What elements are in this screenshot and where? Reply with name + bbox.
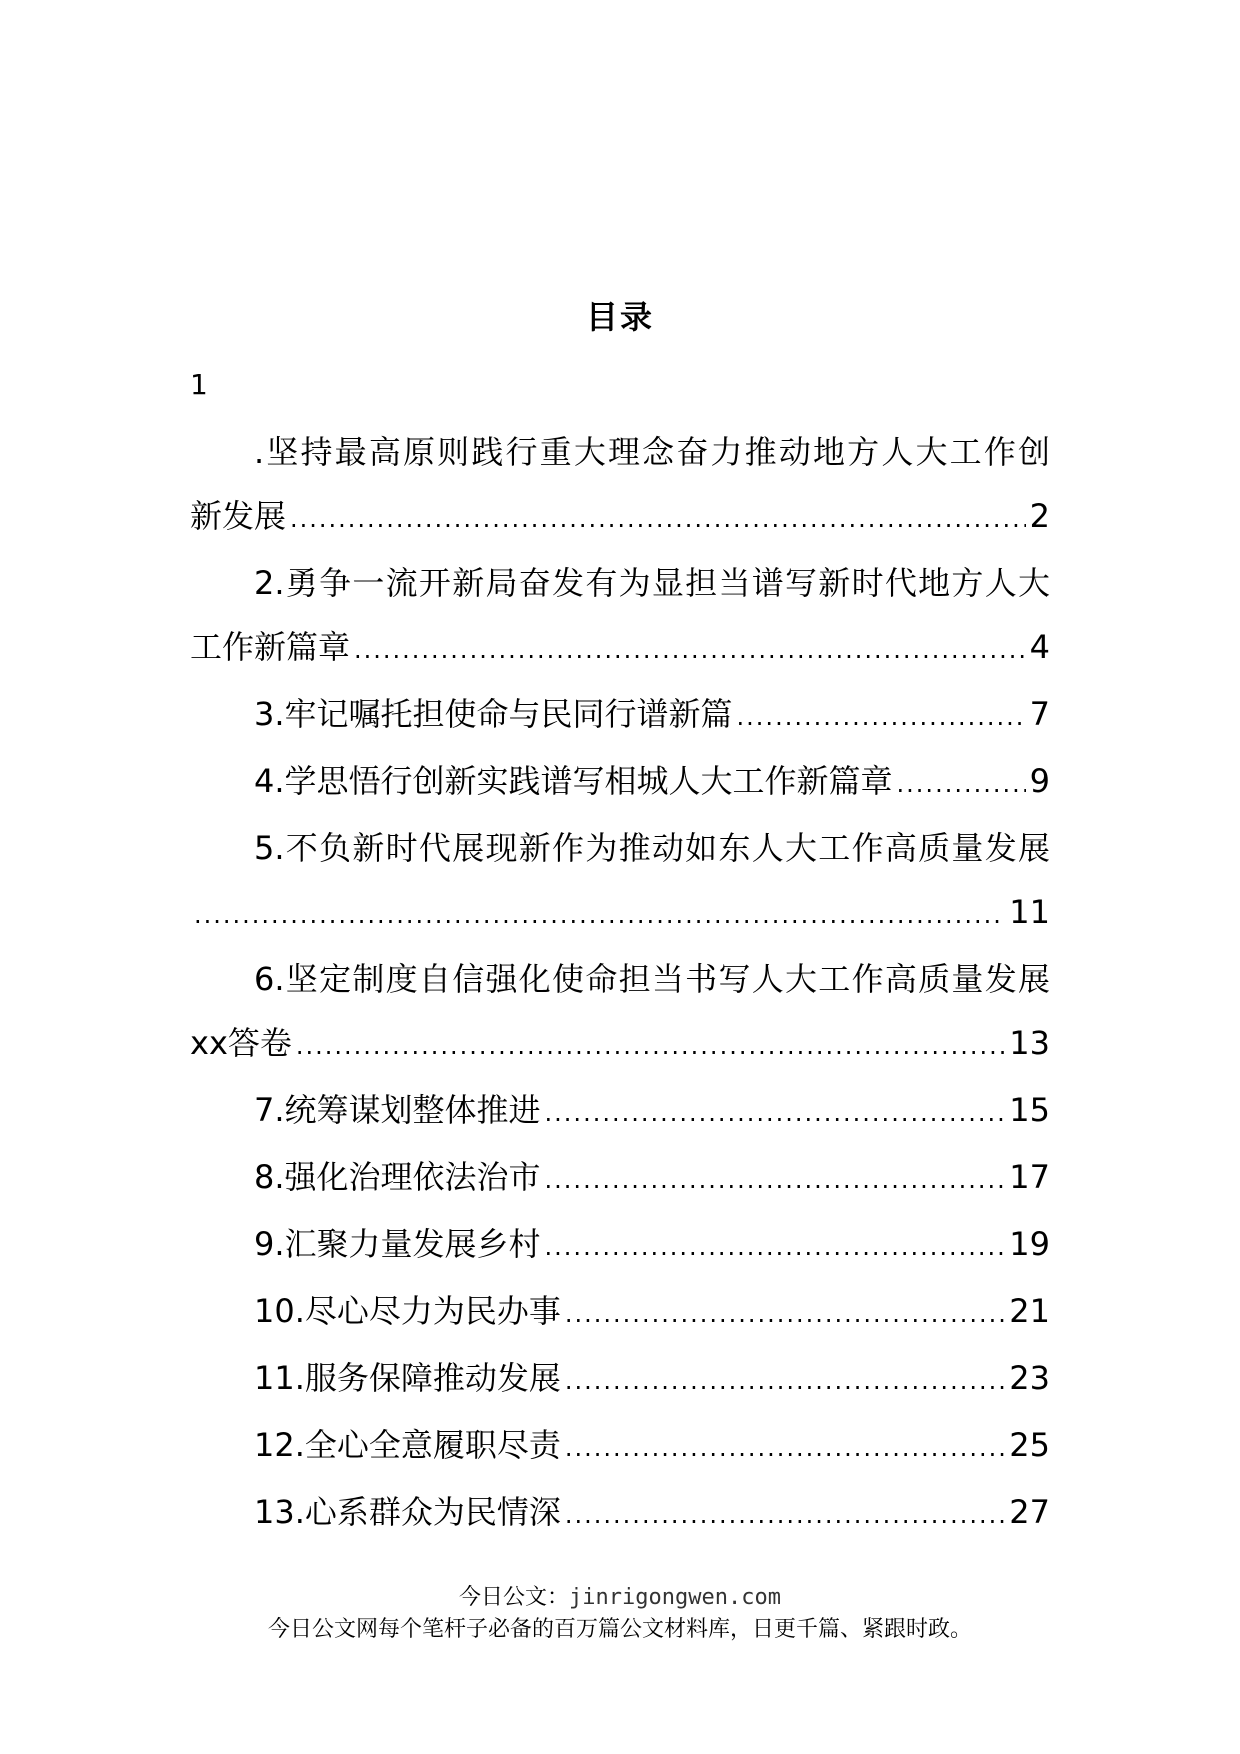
toc-entry-title: 12.全心全意履职尽责: [254, 1426, 561, 1464]
toc-entry[interactable]: [190, 749, 1050, 816]
footer-site-link[interactable]: jinrigongwen.com: [569, 1585, 781, 1610]
toc-entry[interactable]: [190, 551, 1050, 682]
toc-entry-line: [190, 749, 1050, 816]
toc-entry-line: [190, 1413, 1050, 1480]
toc-entry-line: [190, 615, 1050, 682]
toc-page-number: 13: [1009, 1024, 1050, 1062]
dot-leader: [565, 1282, 1005, 1346]
toc-entry-title: 13.心系群众为民情深: [254, 1493, 561, 1531]
toc-page-number: 25: [1009, 1426, 1050, 1464]
toc-page-number: 17: [1009, 1158, 1050, 1196]
dot-leader: [545, 1081, 1006, 1145]
toc-entry-title: 11.服务保障推动发展: [254, 1359, 561, 1397]
toc-entry-title-cont: 工作新篇章: [190, 628, 351, 666]
toc-entry-title: 6.坚定制度自信强化使命担当书写人大工作高质量发展: [254, 960, 1050, 998]
toc-entry-line: [190, 1212, 1050, 1279]
toc-page-number: 21: [1009, 1292, 1050, 1330]
toc-entry-title: 9.汇聚力量发展乡村: [254, 1225, 541, 1263]
toc-page-number: 11: [1009, 893, 1050, 931]
dot-leader: [565, 1416, 1005, 1480]
dot-leader: [296, 1014, 1005, 1078]
footer-site-line: [0, 1582, 1240, 1614]
toc-entry-line: [190, 682, 1050, 749]
toc-entry[interactable]: [190, 1145, 1050, 1212]
toc-page-number: 7: [1029, 695, 1050, 733]
toc-title: 目录: [585, 298, 654, 336]
toc-page-number: 9: [1029, 762, 1050, 800]
dot-leader: [545, 1215, 1006, 1279]
toc-entry-title: 2.勇争一流开新局奋发有为显担当谱写新时代地方人大: [254, 564, 1050, 602]
toc-entry-title: 7.统筹谋划整体推进: [254, 1091, 541, 1129]
dot-leader: [737, 685, 1026, 749]
toc-entry-title-cont: 新发展: [190, 497, 287, 535]
toc-entry-line: [190, 1011, 1050, 1078]
dot-leader: [545, 1148, 1006, 1212]
toc-entry-line: [190, 1145, 1050, 1212]
toc-entry-title: 4.学思悟行创新实践谱写相城人大工作新篇章: [254, 762, 893, 800]
toc-page-number: 19: [1009, 1225, 1050, 1263]
dot-leader: [565, 1483, 1005, 1547]
page-footer: [0, 1582, 1240, 1646]
dot-leader: [290, 487, 1026, 551]
toc-entry-title: 8.强化治理依法治市: [254, 1158, 541, 1196]
toc-entry[interactable]: [190, 1212, 1050, 1279]
toc-number: 1: [190, 368, 208, 401]
toc-entry-line: [190, 880, 1050, 947]
toc-entry[interactable]: [190, 1078, 1050, 1145]
dot-leader: [565, 1349, 1005, 1413]
toc-page-number: 2: [1029, 497, 1050, 535]
toc-entry[interactable]: [190, 947, 1050, 1078]
toc-entry[interactable]: [190, 1480, 1050, 1547]
toc-page-number: 23: [1009, 1359, 1050, 1397]
dot-leader: [897, 752, 1026, 816]
toc-entry[interactable]: [190, 682, 1050, 749]
toc-entry[interactable]: [190, 1279, 1050, 1346]
toc-entry-line: [190, 1346, 1050, 1413]
toc-page-number: 4: [1029, 628, 1050, 666]
toc-entry-title: .坚持最高原则践行重大理念奋力推动地方人大工作创: [254, 433, 1050, 471]
toc-entry[interactable]: [190, 1346, 1050, 1413]
toc-entry-title: 3.牢记嘱托担使命与民同行谱新篇: [254, 695, 733, 733]
toc-entry-title: 10.尽心尽力为民办事: [254, 1292, 561, 1330]
toc-entry[interactable]: [190, 420, 1050, 551]
dot-leader: [194, 883, 1005, 947]
toc-entry[interactable]: [190, 816, 1050, 947]
toc-entry[interactable]: [190, 1413, 1050, 1480]
toc-entry-line: [190, 1279, 1050, 1346]
footer-site-label: 今日公文：: [459, 1585, 570, 1610]
toc-entry-title: 5.不负新时代展现新作为推动如东人大工作高质量发展: [254, 829, 1050, 867]
toc-entry-line: [190, 484, 1050, 551]
toc-page-number: 15: [1009, 1091, 1050, 1129]
footer-slogan: 今日公文网每个笔杆子必备的百万篇公文材料库，日更千篇、紧跟时政。: [267, 1617, 972, 1642]
toc-entry-title-cont: xx答卷: [190, 1024, 292, 1062]
toc-list: [190, 420, 1050, 1547]
toc-entry-line: [190, 1480, 1050, 1547]
toc-entry-line: [190, 1078, 1050, 1145]
toc-page-number: 27: [1009, 1493, 1050, 1531]
dot-leader: [354, 618, 1026, 682]
